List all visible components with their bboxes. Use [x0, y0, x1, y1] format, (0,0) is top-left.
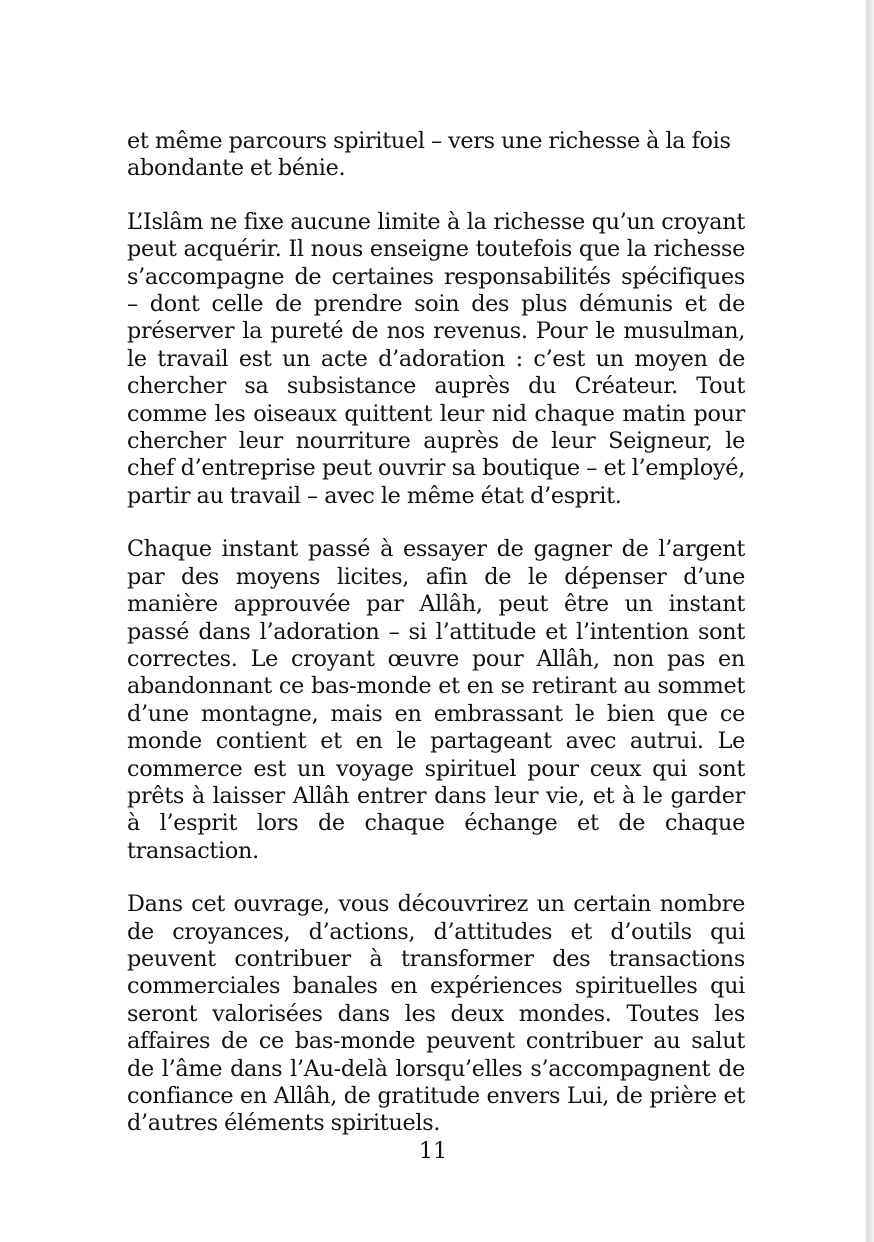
body-text — [127, 128, 745, 1164]
paragraph-4: Dans cet ouvrage, vous découvrirez un certain nombre de croyances, d’actions, d’attitudes et d’outils qui peuvent contribuer à transformer des transactions commerciales banales en expériences spirituelles qui seront valorisées dans les deux mondes. Toutes les affaires de ce bas-monde peuvent contribuer au salut de l’âme dans l’Au-delà lorsqu’elles s’accompagnent de confiance en Allâh, de gratitude envers Lui, de prière et d’autres éléments spirituels. — [127, 891, 745, 1137]
page-number: 11 — [418, 1138, 448, 1164]
paragraph-3: Chaque instant passé à essayer de gagner de l’argent par des moyens licites, afin de le dépenser d’une manière approuvée par Allâh, peut être un instant passé dans l’adoration – si l’attitude et l’intention sont correctes. Le croyant œuvre pour Allâh, non pas en abandonnant ce bas-monde et en se retirant au sommet d’une montagne, mais en embrassant le bien que ce monde contient et en le partageant avec autrui. Le commerce est un voyage spirituel pour ceux qui sont prêts à laisser Allâh entrer dans leur vie, et à le garder à l’esprit lors de chaque échange et de chaque transaction. — [127, 536, 745, 864]
page-edge — [866, 0, 874, 1242]
paragraph-2: L’Islâm ne fixe aucune limite à la richesse qu’un croyant peut acquérir. Il nous enseigne toutefois que la richesse s’accompagne de certaines responsabilités spécifiques – dont celle de prendre soin des plus démunis et de préserver la pureté de nos revenus. Pour le musulman, le travail est un acte d’adoration : c’est un moyen de chercher sa subsistance auprès du Créateur. Tout comme les oiseaux quittent leur nid chaque matin pour chercher leur nourriture auprès de leur Seigneur, le chef d’entreprise peut ouvrir sa boutique – et l’employé, partir au travail – avec le même état d’esprit. — [127, 208, 745, 509]
paragraph-1: et même parcours spirituel – vers une richesse à la fois abondante et bénie. — [127, 128, 731, 182]
